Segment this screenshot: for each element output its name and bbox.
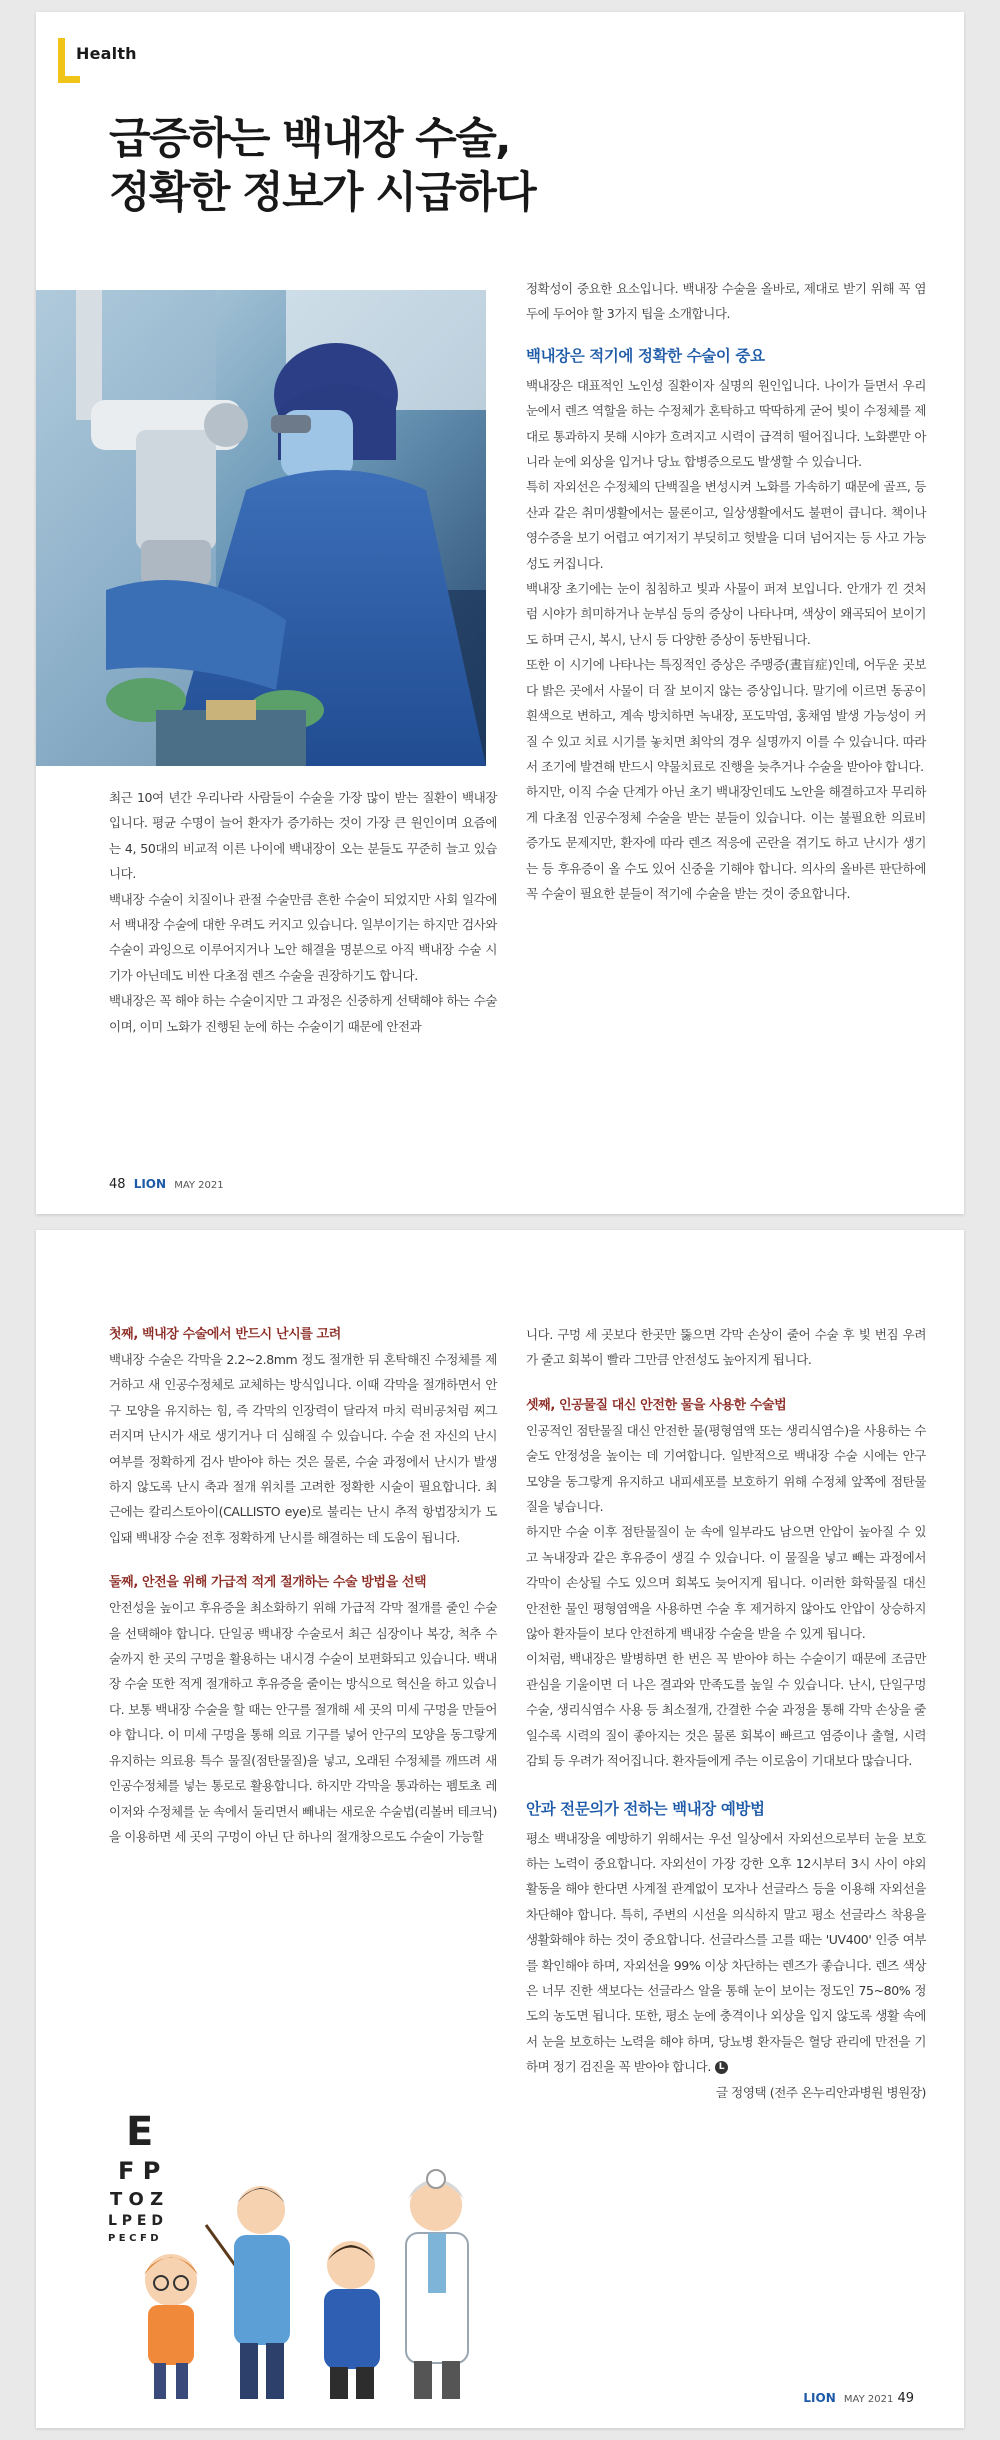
subhead-prevention: 안과 전문의가 전하는 백내장 예방법 (526, 1799, 765, 1818)
eye-doctor-illustration (96, 2075, 496, 2405)
headline-line-2: 정확한 정보가 시급하다 (109, 168, 536, 218)
child-figure (144, 2254, 198, 2399)
paragraph: 백내장 수술이 치질이나 관절 수술만큼 흔한 수술이 되었지만 사회 일각에서 백내장 수술에 대한 우려도 커지고 있습니다. 일부이기는 하지만 검사와 수술이 과잉으로 이루어지거나 노안 해결을 명분으로 아직 백내장 수술 시기가 아닌데도 비싼 다초점 렌즈 수술을 권장하기도 합니다. (109, 891, 497, 983)
issue-date: MAY 2021 (843, 2394, 894, 2405)
doctor-figure (406, 2170, 468, 2399)
surgeon-microscope-illustration (36, 290, 486, 766)
paragraph: 정확성이 중요한 요소입니다. 백내장 수술을 올바로, 제대로 받기 위해 꼭 염두에 두어야 할 3가지 팁을 소개합니다. (526, 281, 926, 322)
older-man-figure (324, 2241, 380, 2399)
section-tag-accent (58, 38, 65, 80)
paragraph: 특히 자외선은 수정체의 단백질을 변성시켜 노화를 가속하기 때문에 골프, 등산과 같은 취미생활에서는 물론이고, 일상생활에서도 불편이 큽니다. 책이나 영수증을 보기 어렵고 여기저기 부딪히고 헛발을 디뎌 넘어지는 등 사고 가능성도 커집니다. (526, 479, 926, 571)
section-tag (58, 38, 178, 86)
issue-date: MAY 2021 (174, 1180, 224, 1191)
page48-left-column (109, 785, 497, 1039)
page-folio (109, 1177, 224, 1192)
paragraph: 니다. 구멍 세 곳보다 한곳만 뚫으면 각막 손상이 줄어 수술 후 빛 번짐 우려가 줄고 회복이 빨라 그만큼 안전성도 높아지게 됩니다. (526, 1327, 926, 1368)
page49-right-column (526, 1322, 926, 2105)
paragraph: 하지만, 이직 수술 단계가 아닌 초기 백내장인데도 노안을 해결하고자 무리하게 다초점 인공수정체 수술을 받는 분들이 있습니다. 이는 불필요한 의료비 증가도 문제지만, 환자에 따라 렌즈 적응에 곤란을 겪기도 하고 난시가 생기는 등 후유증이 올 수도 있어 신중을 기해야 합니다. 의사의 올바른 판단하에 꼭 수술이 필요한 분들이 적기에 수술을 받는 것이 중요합니다. (526, 784, 926, 901)
magazine-brand: LION (133, 1177, 167, 1191)
page49-left-column (109, 1322, 497, 1849)
paragraph: 최근 10여 년간 우리나라 사람들이 수술을 가장 많이 받는 질환이 백내장입니다. 평균 수명이 늘어 환자가 증가하는 것이 가장 큰 원인이며 요즘에는 4, 50대의 비교적 이른 나이에 백내장이 오는 분들도 꾸준히 늘고 있습니다. (109, 790, 497, 882)
article-headline (109, 112, 929, 220)
paragraph: 이처럼, 백내장은 발병하면 한 번은 꼭 받아야 하는 수술이기 때문에 조금만 관심을 기울이면 더 나은 결과와 만족도를 높일 수 있습니다. 난시, 단일구멍 수술, 생리식염수 사용 등 최소절개, 간결한 수술 과정을 통해 각막 손상을 줄일수록 시력의 질이 좋아지는 것은 물론 회복이 빠르고 염증이나 출혈, 시력감퇴 등 우려가 적어집니다. 환자들에게 주는 이로움이 기대보다 많습니다. (526, 1651, 926, 1769)
subhead-minimal-incision: 둘째, 안전을 위해 가급적 적게 절개하는 수술 방법을 선택 (109, 1575, 427, 1591)
eye-chart-row-2: F P (118, 2157, 161, 2185)
man-pointer-figure (206, 2186, 290, 2399)
prevention-text: 평소 백내장을 예방하기 위해서는 우선 일상에서 자외선으로부터 눈을 보호하는 노력이 중요합니다. 자외선이 가장 강한 오후 12시부터 3시 사이 야외활동을 해야 한다면 사계절 관계없이 모자나 선글라스 등을 이용해 자외선을 차단해야 합니다. 특히, 주변의 시선을 의식하지 말고 평소 선글라스 착용을 생활화해야 하는 것이 중요합니다. 선글라스를 고를 때는 'UV400' 인증 여부를 확인해야 하며, 자외선을 99% 이상 차단하는 렌즈가 좋습니다. 렌즈 색상은 너무 진한 색보다는 선글라스 알을 통해 눈이 보이는 정도인 75~80% 정도의 농도면 됩니다. 또한, 평소 눈에 충격이나 외상을 입지 않도록 생활 속에서 눈을 보호하는 노력을 해야 하며, 당뇨병 환자들은 혈당 관리에 만전을 기하며 정기 검진을 꼭 받아야 합니다. (526, 1830, 926, 2075)
subhead-astigmatism: 첫째, 백내장 수술에서 반드시 난시를 고려 (109, 1327, 341, 1342)
paragraph: 안전성을 높이고 후유증을 최소화하기 위해 가급적 각막 절개를 줄인 수술을 선택해야 합니다. 단일공 백내장 수술로서 최근 심장이나 복강, 척추 수술까지 한 곳의 구멍을 활용하는 내시경 수술이 보편화되고 있습니다. 백내장 수술 또한 적게 절개하고 후유증을 줄이는 방식으로 혁신을 하고 있습니다. 보통 백내장 수술을 할 때는 안구를 절개해 세 곳의 미세 구멍을 만들어야 합니다. 이 미세 구멍을 통해 의료 기구를 넣어 안구의 모양을 동그랗게 유지하는 의료용 특수 물질(점탄물질)을 넣고, 오래된 수정체를 깨뜨려 새 인공수정체를 넣는 통로로 활용합니다. 하지만 각막을 통과하는 펨토초 레이저와 수정체를 눈 속에서 둘리면서 빼내는 새로운 수술법(리볼버 테크닉)을 이용하면 세 곳의 구멍이 아닌 단 하나의 절개창으로도 수술이 가능할 (109, 1600, 497, 1844)
magazine-page-49 (36, 1230, 964, 2428)
magazine-page-48 (36, 12, 964, 1214)
paragraph: 백내장 수술은 각막을 2.2~2.8mm 정도 절개한 뒤 혼탁해진 수정체를 제거하고 새 인공수정체로 교체하는 방식입니다. 이때 각막을 절개하면서 안구 모양을 유지하는 힘, 즉 각막의 인장력이 달라져 마치 럭비공처럼 찌그러지며 난시가 새로 생기거나 더 심해질 수 있습니다. 수술 전 자신의 난시 여부를 정확하게 검사 받아야 하는 것은 물론, 수술 과정에서 난시가 발생하지 않도록 난시 축과 절개 위치를 고려한 정확한 시술이 필요합니다. 최근에는 칼리스토아이(CALLISTO eye)로 불리는 난시 추적 항법장치가 도입돼 백내장 수술 전후 정확하게 난시를 해결하는 데 도움이 됩니다. (109, 1352, 497, 1545)
paragraph (526, 1826, 926, 2080)
eye-chart-row-3: T O Z (110, 2189, 164, 2210)
eye-chart-row-4: L P E D (108, 2213, 163, 2229)
paragraph: 백내장 초기에는 눈이 침침하고 빛과 사물이 퍼져 보입니다. 안개가 낀 것처럼 시야가 희미하거나 눈부심 등의 증상이 나타나며, 색상이 왜곡되어 보이기도 하며 근시, 복시, 난시 등 다양한 증상이 동반됩니다. (526, 581, 926, 647)
eye-chart-row-5: P E C F D (108, 2233, 159, 2244)
eye-chart-row-1: E (126, 2109, 154, 2155)
section-tag-accent-foot (58, 76, 80, 83)
page-folio (799, 2391, 914, 2406)
magazine-brand: LION (803, 2391, 836, 2405)
paragraph: 하지만 수술 이후 점탄물질이 눈 속에 일부라도 남으면 안압이 높아질 수 있고 녹내장과 같은 후유증이 생길 수 있습니다. 이 물질을 넣고 빼는 과정에서 각막이 손상될 수도 있으며 회복도 늦어지게 됩니다. 이러한 화학물질 대신 안전한 물인 평형염액을 사용하면 수술 후 제거하지 않아도 안압이 상승하지 않아 환자들이 보다 안전하게 백내장 수술을 받을 수 있게 됩니다. (526, 1524, 926, 1642)
section-label: Health (76, 44, 137, 63)
eye-chart (108, 2109, 163, 2244)
headline-line-1: 급증하는 백내장 수술, (109, 114, 510, 164)
subhead-timely-surgery: 백내장은 적기에 정확한 수술이 중요 (526, 346, 765, 365)
eye-exam-illustration (96, 2075, 496, 2405)
subhead-saline-method: 셋째, 인공물질 대신 안전한 물을 사용한 수술법 (526, 1397, 787, 1413)
end-mark-icon: L (715, 2061, 728, 2074)
page48-right-column (526, 276, 926, 906)
paragraph: 백내장은 꼭 해야 하는 수술이지만 그 과정은 신중하게 선택해야 하는 수술이며, 이미 노화가 진행된 눈에 하는 수술이기 때문에 안전과 (109, 993, 497, 1034)
surgery-photo (36, 290, 486, 766)
paragraph: 또한 이 시기에 나타나는 특징적인 증상은 주맹증(晝盲症)인데, 어두운 곳보다 밝은 곳에서 사물이 더 잘 보이지 않는 증상입니다. 말기에 이르면 동공이 흰색으로 변하고, 계속 방치하면 녹내장, 포도막염, 홍채염 발생 가능성이 커질 수 있고 치료 시기를 놓치면 최악의 경우 실명까지 이를 수 있습니다. 따라서 조기에 발견해 반드시 약물치료로 진행을 늦추거나 수술을 받아야 합니다. (526, 657, 926, 774)
author-byline: 글 정영택 (전주 온누리안과병원 병원장) (715, 2084, 926, 2100)
paragraph: 인공적인 점탄물질 대신 안전한 물(평형염액 또는 생리식염수)을 사용하는 수술도 안정성을 높이는 데 기여합니다. 일반적으로 백내장 수술 시에는 안구 모양을 동그랗게 유지하고 내피세포를 보호하기 위해 수정체 앞쪽에 점탄물질을 넣습니다. (526, 1422, 926, 1515)
page-number: 48 (109, 1177, 126, 1192)
page-number: 49 (897, 2391, 914, 2406)
paragraph: 백내장은 대표적인 노인성 질환이자 실명의 원인입니다. 나이가 들면서 우리 눈에서 렌즈 역할을 하는 수정체가 혼탁하고 딱딱하게 굳어 빛이 수정체를 제대로 통과하지 못해 시야가 흐려지고 시력이 급격히 떨어집니다. 노화뿐만 아니라 눈에 외상을 입거나 당뇨 합병증으로도 발생할 수 있습니다. (526, 377, 926, 470)
